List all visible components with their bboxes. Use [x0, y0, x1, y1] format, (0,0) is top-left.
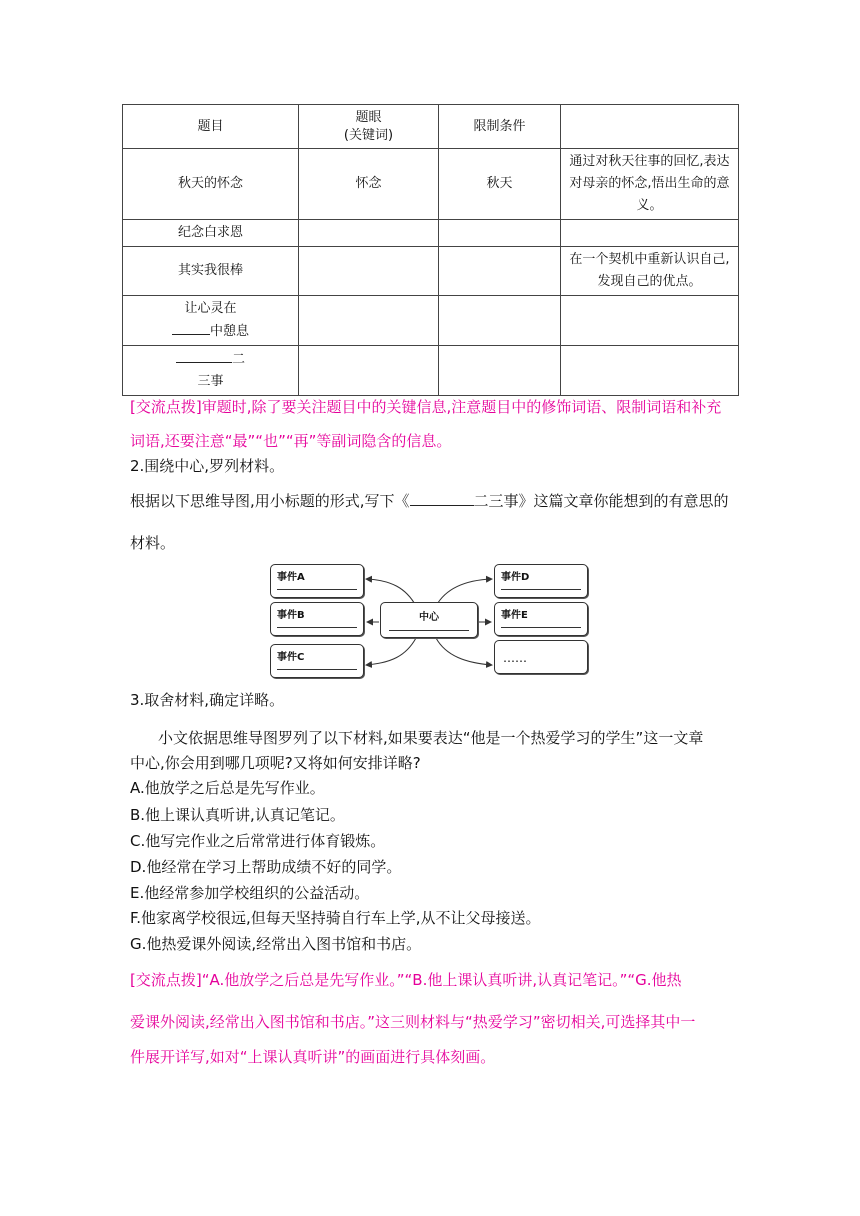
tip2-line1: [交流点拨]“A.他放学之后总是先写作业。”“B.他上课认真听讲,认真记笔记。”“G.他热: [130, 971, 682, 989]
row-keyword: [299, 247, 439, 296]
option-c: C.他写完作业之后常常进行体育锻炼。: [130, 832, 386, 850]
header-title: 题目: [123, 105, 299, 149]
arrow-to-event-more: [436, 638, 492, 665]
row-note: 在一个契机中重新认识自己,发现自己的优点。: [561, 247, 739, 296]
row-title-line1: [129, 348, 292, 371]
row-title-line2: 三事: [197, 374, 224, 389]
row-title: 秋天的怀念: [123, 149, 299, 220]
tip1-line1: [交流点拨]审题时,除了要关注题目中的关键信息,注意题目中的修饰词语、限制词语和补充: [130, 398, 722, 416]
event-label: 事件B: [277, 610, 305, 621]
event-box-e: [494, 602, 588, 636]
event-box-a: [270, 564, 364, 598]
arrow-to-event-c: [366, 638, 416, 665]
row-note: 通过对秋天往事的回忆,表达对母亲的怀念,悟出生命的意义。: [561, 149, 739, 220]
fill-blank: [172, 320, 210, 335]
center-box: [380, 602, 478, 638]
fill-blank: [176, 348, 232, 363]
option-b: B.他上课认真听讲,认真记笔记。: [130, 806, 345, 824]
row-title: [123, 296, 299, 346]
row-keyword: [299, 346, 439, 396]
section2-text-line2: 材料。: [130, 534, 176, 552]
option-d: D.他经常在学习上帮助成绩不好的同学。: [130, 858, 402, 876]
event-label: 事件E: [501, 610, 528, 621]
header-condition: 限制条件: [439, 105, 561, 149]
fill-blank: [410, 490, 474, 506]
section3-intro-line1: 小文依据思维导图罗列了以下材料,如果要表达“他是一个热爱学习的学生”这一文章: [158, 729, 704, 747]
event-blank-line: [277, 589, 357, 590]
option-e: E.他经常参加学校组织的公益活动。: [130, 884, 370, 902]
row-title-suffix: 中憩息: [209, 324, 249, 339]
table-row: [123, 296, 739, 346]
section3-intro-line2: 中心,你会用到哪几项呢?又将如何安排详略?: [130, 754, 421, 772]
row-note: [561, 296, 739, 346]
title-analysis-table: [122, 104, 739, 396]
table-row: [123, 149, 739, 220]
row-title-line2: [129, 320, 292, 343]
event-label: 事件C: [277, 652, 305, 663]
table-row: [123, 220, 739, 247]
event-blank-line: [277, 627, 357, 628]
section3-heading: 3.取舍材料,确定详略。: [130, 691, 285, 709]
row-title: [123, 346, 299, 396]
row-keyword: [299, 296, 439, 346]
event-label: ……: [503, 651, 527, 665]
section2-text-after: 二三事》这篇文章你能想到的有意思的: [473, 492, 729, 510]
row-note: [561, 346, 739, 396]
event-blank-line: [501, 589, 581, 590]
event-box-b: [270, 602, 364, 636]
table-row: [123, 346, 739, 396]
row-condition: [439, 220, 561, 247]
event-label: 事件A: [277, 572, 305, 583]
header-note: [561, 105, 739, 149]
tip2-line2: 爱课外阅读,经常出入图书馆和书店。”这三则材料与“热爱学习”密切相关,可选择其中一: [130, 1013, 696, 1031]
option-g: G.他热爱课外阅读,经常出入图书馆和书店。: [130, 935, 422, 953]
row-title: 纪念白求恩: [123, 220, 299, 247]
row-condition: 秋天: [439, 149, 561, 220]
section2-text-line1: [130, 490, 740, 511]
row-condition: [439, 346, 561, 396]
section2-text-before: 根据以下思维导图,用小标题的形式,写下《: [130, 492, 410, 510]
row-title-suffix: 二: [231, 352, 245, 367]
center-blank-line: [389, 630, 469, 631]
event-box-d: [494, 564, 588, 598]
mind-map: [266, 560, 596, 680]
event-blank-line: [277, 669, 357, 670]
row-condition: [439, 247, 561, 296]
header-keyword-text: 题眼 (关键词): [343, 109, 394, 143]
tip1-line2: 词语,还要注意“最”“也”“再”等副词隐含的信息。: [130, 432, 452, 450]
event-box-c: [270, 644, 364, 678]
row-keyword: [299, 220, 439, 247]
table-row: [123, 247, 739, 296]
row-title: 其实我很棒: [123, 247, 299, 296]
row-keyword: 怀念: [299, 149, 439, 220]
row-note: [561, 220, 739, 247]
center-label: 中心: [419, 612, 439, 623]
event-box-more: [494, 640, 588, 674]
event-blank-line: [501, 627, 581, 628]
option-f: F.他家离学校很远,但每天坚持骑自行车上学,从不让父母接送。: [130, 909, 541, 927]
section2-heading: 2.围绕中心,罗列材料。: [130, 457, 285, 475]
header-keyword: [299, 105, 439, 149]
tip2-line3: 件展开详写,如对“上课认真听讲”的画面进行具体刻画。: [130, 1048, 496, 1066]
table-header-row: [123, 105, 739, 149]
event-label: 事件D: [501, 572, 530, 583]
option-a: A.他放学之后总是先写作业。: [130, 779, 325, 797]
row-title-line1: 让心灵在: [184, 301, 237, 316]
row-condition: [439, 296, 561, 346]
